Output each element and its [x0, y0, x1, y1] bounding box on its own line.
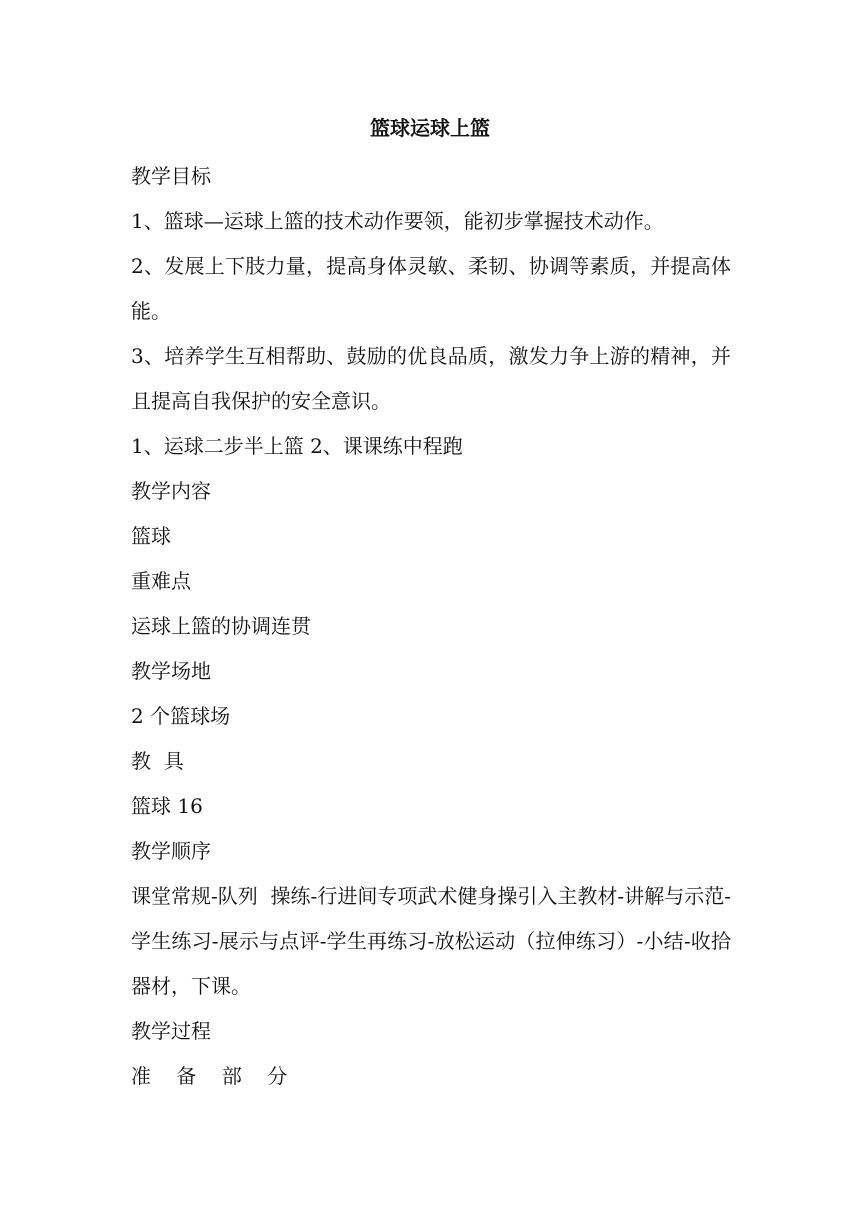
- teaching-order-value: 课堂常规-队列 操练-行进间专项武术健身操引入主教材-讲解与示范-学生练习-展示与点评-学生再练习-放松运动（拉伸练习）-小结-收拾器材，下课。: [131, 884, 731, 998]
- heading-teaching-order: 教学顺序: [131, 839, 211, 863]
- goal-3: 3、培养学生互相帮助、鼓励的优良品质，激发力争上游的精神，并且提高自我保护的安全意识。: [131, 344, 731, 413]
- heading-key-difficulties: 重难点: [131, 569, 191, 593]
- document-title: 篮球运球上篮: [370, 116, 490, 140]
- heading-venue: 教学场地: [131, 659, 211, 683]
- content-items: 1、运球二步半上篮 2、课课练中程跑: [131, 434, 463, 458]
- key-difficulties-value: 运球上篮的协调连贯: [131, 614, 311, 638]
- section-preparation: 准 备 部 分: [131, 1064, 288, 1088]
- heading-teaching-content: 教学内容: [131, 479, 211, 503]
- heading-teaching-goals: 教学目标: [131, 164, 211, 188]
- goal-2: 2、发展上下肢力量，提高身体灵敏、柔韧、协调等素质，并提高体能。: [131, 254, 731, 323]
- document-body: [131, 154, 731, 1099]
- equipment-value: 篮球 16: [131, 794, 203, 818]
- venue-value: 2 个篮球场: [131, 704, 231, 728]
- heading-equipment: 教 具: [131, 749, 184, 773]
- goal-1: 1、篮球—运球上篮的技术动作要领，能初步掌握技术动作。: [131, 209, 664, 233]
- heading-teaching-process: 教学过程: [131, 1019, 211, 1043]
- teaching-content-value: 篮球: [131, 524, 171, 548]
